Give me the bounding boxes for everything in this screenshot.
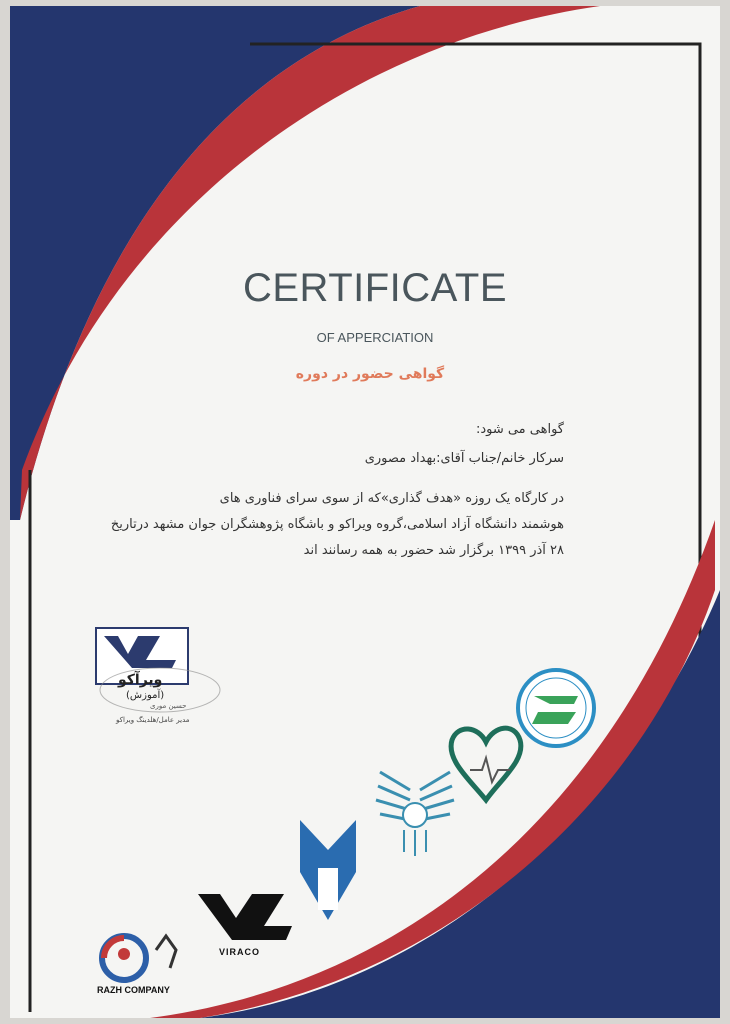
paragraph-line-2: هوشمند دانشگاه آزاد اسلامی،گروه ویراکو و باشگاه پژوهشگران جوان مشهد درتاریخ [110,517,564,532]
viraco-logo-label: VIRACO [219,947,261,957]
certificate-title-persian: گواهی حضور در دوره [295,366,445,382]
paragraph-line-1: در کارگاه یک روزه «هدف گذاری»که از سوی سرای فناوری های [219,491,564,506]
stamp-text: ویرآکو [118,672,163,688]
signer-role: مدیر عامل/هلدینگ ویراکو [116,716,190,724]
certificate-subtitle: OF APPERCIATION [316,330,434,345]
paragraph-line-3: ۲۸ آذر ۱۳۹۹ برگزار شد حضور به همه رسانند اند [303,543,564,558]
certificate-title: CERTIFICATE [242,266,508,310]
recipient-line: سرکار خانم/جناب آقای:بهداد مصوری [364,451,564,466]
razh-logo-label: RAZH COMPANY [97,985,170,995]
young-researchers-club-logo [518,670,594,746]
signer-name: حسین موری [150,702,187,710]
stamp-subtext: (آموزش) [126,690,165,701]
certify-line: گواهی می شود: [475,422,564,437]
